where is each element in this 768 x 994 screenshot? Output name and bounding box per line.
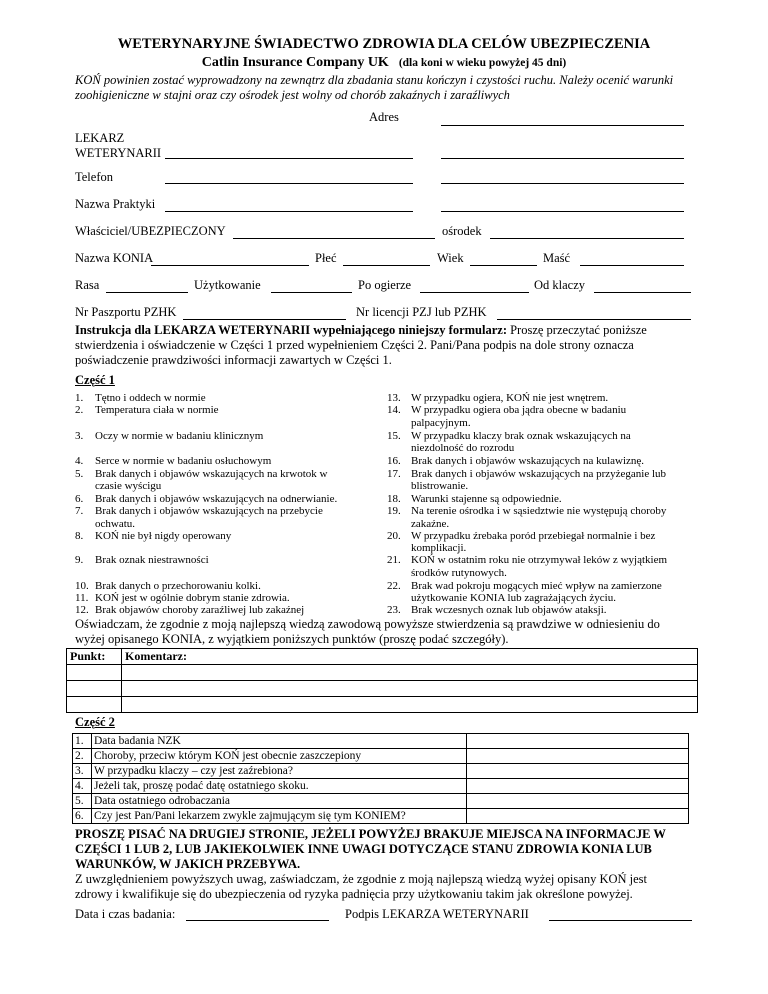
caps-note-2: CZĘŚCI 1 LUB 2, LUB JAKIEKOLWIEK INNE UWAGI DOTYCZĄCE STANU ZDROWIA KONIA LUB — [75, 842, 652, 856]
nazwa-praktyki-line[interactable] — [165, 211, 413, 212]
answer-cell[interactable] — [467, 749, 689, 764]
answer-cell[interactable] — [467, 809, 689, 824]
instructions-bold: Instrukcja dla LEKARZA WETERYNARII wypełniającego niniejszy formularz: — [75, 323, 507, 337]
osrodek-label: ośrodek — [442, 224, 482, 238]
osrodek-line[interactable] — [490, 238, 684, 239]
intro-line-2: zoohigieniczne w stajni oraz czy ośrodek jest wolny od chorób zakaźnych i zaraźliwych — [75, 88, 510, 102]
row-number: 4. — [73, 779, 92, 794]
row-question: Czy jest Pan/Pani lekarzem zwykle zajmującym się tym KONIEM? — [92, 809, 467, 824]
nazwa-konia-label: Nazwa KONIA — [75, 251, 154, 265]
answer-cell[interactable] — [467, 734, 689, 749]
od-klaczy-label: Od klaczy — [534, 278, 586, 292]
row-question: W przypadku klaczy – czy jest zaźrebiona? — [92, 764, 467, 779]
table-row — [73, 779, 689, 794]
komentarz-header: Komentarz: — [122, 649, 698, 665]
data-czas-label: Data i czas badania: — [75, 907, 176, 921]
row-question: Data ostatniego odrobaczania — [92, 794, 467, 809]
row-question: Data badania NZK — [92, 734, 467, 749]
part2-heading: Część 2 — [75, 715, 115, 729]
company-name: Catlin Insurance Company UK — [201, 55, 389, 70]
wlasciciel-line[interactable] — [233, 238, 435, 239]
uzytkowanie-label: Użytkowanie — [194, 278, 261, 292]
table-row[interactable] — [67, 697, 698, 713]
table-row — [73, 809, 689, 824]
answer-cell[interactable] — [467, 779, 689, 794]
podpis-line[interactable] — [549, 920, 692, 921]
od-klaczy-line[interactable] — [594, 292, 691, 293]
adres-line-3[interactable] — [441, 183, 684, 184]
wiek-line[interactable] — [470, 265, 537, 266]
punkt-cell[interactable] — [67, 665, 122, 681]
part1-declaration-2: wyżej opisanego KONIA, z wyjątkiem poniższych punktów (proszę podać szczegóły). — [75, 632, 509, 646]
part1-heading: Część 1 — [75, 373, 115, 387]
masc-label: Maść — [543, 251, 571, 265]
adres-label: Adres — [369, 110, 399, 124]
wlasciciel-label: Właściciel/UBEZPIECZONY — [75, 224, 226, 238]
table-row[interactable] — [67, 681, 698, 697]
rasa-label: Rasa — [75, 278, 100, 292]
lekarz-label-1: LEKARZ — [75, 131, 125, 145]
answer-cell[interactable] — [467, 794, 689, 809]
caps-note-3: WARUNKÓW, W JAKICH PRZEBYWA. — [75, 857, 301, 871]
age-note: (dla koni w wieku powyżej 45 dni) — [398, 57, 567, 69]
punkt-header: Punkt: — [67, 649, 122, 665]
telefon-label: Telefon — [75, 170, 113, 184]
form-title: WETERYNARYJNE ŚWIADECTWO ZDROWIA DLA CELÓW UBEZPIECZENIA — [117, 36, 651, 52]
nr-paszportu-label: Nr Paszportu PZHK — [75, 305, 177, 319]
part1-right-list: 13. W przypadku ogiera, KOŃ nie jest wnętrem. 14. W przypadku ogiera oba jądra obecne w badaniu palpacyjnym. 15. W przypadku klaczy brak oznak wskazujących na niezdolność do rozrodu 16. Brak danych i objawów wskazujących na kulawiznę. 17. Brak danych i objawów wskazujących na przyżeganie lub blistrowanie. 18. Warunki stajenne są odpowiednie. 19. Na terenie ośrodka i w sąsiedztwie nie występują choroby zakaźne. 20. W przypadku źrebaka poród przebiegał normalnie i bez komplikacji. 21. KOŃ w ostatnim roku nie otrzymywał leków z wyjątkiem środków rutynowych. 22. Brak wad pokroju mogących mieć wpływ na zamierzone użytkowanie KONIA lub zagrażających życiu. 23. Brak wczesnych oznak lub objawów ataksji. — [387, 392, 668, 616]
instructions-line-3: poświadczenie prawdziwości informacji zawartych w Części 1. — [75, 353, 392, 367]
row-question: Choroby, przeciw którym KOŃ jest obecnie zaszczepiony — [92, 749, 467, 764]
company-line — [0, 53, 768, 71]
part1-left-list: 1. Tętno i oddech w normie 2. Temperatura ciała w normie 3. Oczy w normie w badaniu klinicznym 4. Serce w normie w badaniu osłuchowym 5. Brak danych i objawów wskazujących na krwotok w czasie wyścigu 6. Brak danych i objawów wskazujących na odnerwianie. 7. Brak danych i objawów wskazujących na przebycie ochwatu. 8. KOŃ nie był nigdy operowany 9. Brak oznak niestrawności 10. Brak danych o przechorowaniu kolki. 11. KOŃ jest w ogólnie dobrym stanie zdrowia. 12. Brak objawów choroby zaraźliwej lub zakaźnej — [75, 392, 338, 616]
lekarz-line[interactable] — [165, 158, 413, 159]
data-czas-line[interactable] — [186, 920, 329, 921]
komentarz-cell[interactable] — [122, 697, 698, 713]
intro-line-1: KOŃ powinien zostać wyprowadzony na zewnątrz dla zbadania stanu kończyn i czystości ruchu. Należy ocenić warunki — [75, 73, 674, 87]
nazwa-konia-line[interactable] — [151, 265, 309, 266]
adres-line-2[interactable] — [441, 158, 684, 159]
po-ogierze-line[interactable] — [420, 292, 529, 293]
row-number: 3. — [73, 764, 92, 779]
nr-paszportu-line[interactable] — [183, 319, 346, 320]
table-row — [73, 794, 689, 809]
row-number: 6. — [73, 809, 92, 824]
lekarz-label-2: WETERYNARII — [75, 146, 162, 160]
nr-licencji-line[interactable] — [497, 319, 691, 320]
rasa-line[interactable] — [106, 292, 188, 293]
wiek-label: Wiek — [437, 251, 464, 265]
komentarz-cell[interactable] — [122, 665, 698, 681]
telefon-line[interactable] — [165, 183, 413, 184]
table-row — [67, 649, 698, 665]
part1-declaration-1: Oświadczam, że zgodnie z moją najlepszą wiedzą zawodową powyższe stwierdzenia są prawdziwe w odniesieniu do — [75, 617, 660, 631]
po-ogierze-label: Po ogierze — [358, 278, 412, 292]
row-question: Jeżeli tak, proszę podać datę ostatniego skoku. — [92, 779, 467, 794]
table-row — [73, 734, 689, 749]
instructions-line-2: stwierdzenia i oświadczenie w Części 1 przed wypełnieniem Części 2. Pani/Pana podpis na dole strony oznacza — [75, 338, 634, 352]
part2-table — [72, 733, 689, 824]
punkt-cell[interactable] — [67, 697, 122, 713]
row-number: 1. — [73, 734, 92, 749]
nr-licencji-label: Nr licencji PZJ lub PZHK — [356, 305, 487, 319]
row-number: 2. — [73, 749, 92, 764]
plec-label: Płeć — [315, 251, 337, 265]
table-row[interactable] — [67, 665, 698, 681]
final-declaration-1: Z uwzględnieniem powyższych uwag, zaświadczam, że zgodnie z moją najlepszą wiedzą wyżej opisany KOŃ jest — [75, 872, 648, 886]
row-number: 5. — [73, 794, 92, 809]
plec-line[interactable] — [343, 265, 430, 266]
table-row — [73, 749, 689, 764]
adres-line-4[interactable] — [441, 211, 684, 212]
uzytkowanie-line[interactable] — [271, 292, 352, 293]
adres-line-1[interactable] — [441, 125, 684, 126]
table-row — [73, 764, 689, 779]
answer-cell[interactable] — [467, 764, 689, 779]
nazwa-praktyki-label: Nazwa Praktyki — [75, 197, 156, 211]
komentarz-cell[interactable] — [122, 681, 698, 697]
comments-table — [66, 648, 698, 713]
punkt-cell[interactable] — [67, 681, 122, 697]
instructions-rest: Proszę przeczytać poniższe — [506, 323, 647, 337]
final-declaration-2: zdrowy i kwalifikuje się do ubezpieczenia od ryzyka padnięcia przy użytkowaniu takim jak określone powyżej. — [75, 887, 633, 901]
caps-note-1: PROSZĘ PISAĆ NA DRUGIEJ STRONIE, JEŻELI POWYŻEJ BRAKUJE MIEJSCA NA INFORMACJE W — [75, 827, 666, 841]
podpis-label: Podpis LEKARZA WETERYNARII — [345, 907, 529, 921]
instructions-line-1 — [75, 323, 647, 338]
masc-line[interactable] — [580, 265, 684, 266]
